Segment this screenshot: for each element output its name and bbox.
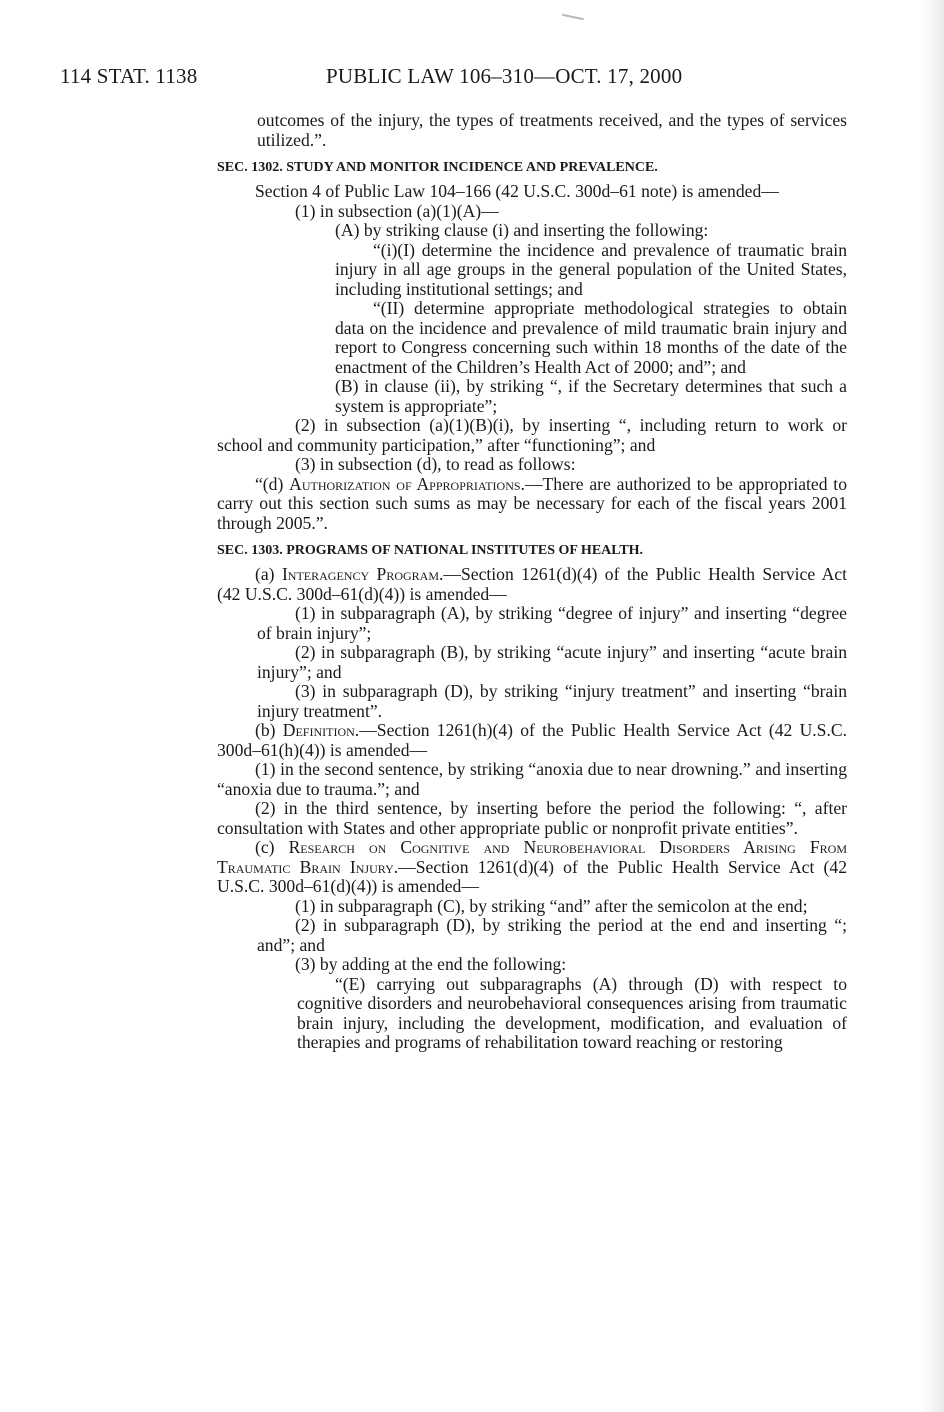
paragraph: (1) in subsection (a)(1)(A)— — [295, 200, 499, 221]
paragraph: “(E) carrying out subparagraphs (A) through (D) with respect to cognitive disorders and neurobehavioral consequences arising from traumatic brain injury, including the development, modification, and evaluation of therapies and programs of rehabilitation toward reaching or restoring — [297, 973, 847, 1052]
statute-page-reference: 114 STAT. 1138 — [60, 64, 198, 88]
paragraph: Section 4 of Public Law 104–166 (42 U.S.C. 300d–61 note) is amended— — [255, 181, 779, 201]
subsection-caption: Research on Cognitive and Neurobehavioral Disorders Arising From Traumatic Brain Injury — [217, 837, 847, 877]
paragraph: (1) in the second sentence, by striking “anoxia due to near drowning.” and inserting “anoxia due to trauma.”; and — [217, 759, 847, 799]
subsection-caption: Interagency Program — [281, 564, 439, 584]
text-run: .—Section 1261(d)(4) of the Public Health Service Act (42 U.S.C. 300d–61(d)(4)) is amended— — [217, 856, 847, 896]
text-run: .—There are authorized to be appropriated to carry out this section such sums as may be necessary for each of the fiscal years 2001 through 2005.”. — [217, 473, 847, 533]
document-body — [217, 111, 847, 1053]
scan-mark — [562, 14, 584, 21]
section-heading-1302: SEC. 1302. STUDY AND MONITOR INCIDENCE AND PREVALENCE. — [217, 160, 658, 175]
paragraph: (1) in subparagraph (C), by striking “and” after the semicolon at the end; — [295, 895, 808, 916]
paragraph: “(i)(I) determine the incidence and prevalence of traumatic brain injury in all age groups in the general population of the United States, including institutional settings; and — [335, 239, 847, 299]
paragraph: outcomes of the injury, the types of treatments received, and the types of services utilized.”. — [257, 110, 847, 150]
section-heading-1303: SEC. 1303. PROGRAMS OF NATIONAL INSTITUTES OF HEALTH. — [217, 543, 644, 558]
text-run: “(d) — [255, 473, 290, 494]
paragraph: (2) in subsection (a)(1)(B)(i), by inserting “, including return to work or school and community participation,” after “functioning”; and — [217, 415, 847, 455]
paragraph: (A) by striking clause (i) and inserting the following: — [335, 220, 709, 240]
paragraph — [217, 565, 847, 604]
paragraph: (B) in clause (ii), by striking “, if the Secretary determines that such a system is appropriate”; — [335, 376, 847, 416]
text-run: (a) — [255, 564, 282, 584]
running-header — [60, 64, 860, 90]
paragraph: (3) in subparagraph (D), by striking “injury treatment” and inserting “brain injury treatment”. — [257, 681, 847, 721]
text-run: .—Section 1261(h)(4) of the Public Health Service Act (42 U.S.C. 300d–61(h)(4)) is amended— — [217, 720, 848, 760]
paragraph: (3) in subsection (d), to read as follows: — [295, 454, 576, 474]
paragraph — [217, 838, 847, 897]
paragraph: “(II) determine appropriate methodological strategies to obtain data on the incidence and prevalence of mild traumatic brain injury and report to Congress concerning such within 18 months of the date of the enactment of the Children’s Health Act of 2000; and”; and — [335, 298, 847, 377]
paragraph: (3) by adding at the end the following: — [295, 954, 567, 974]
paragraph: (2) in the third sentence, by inserting before the period the following: “, after consultation with States and other appropriate public or nonprofit private entities”. — [217, 798, 847, 838]
subsection-caption: Definition — [282, 720, 355, 740]
paragraph — [217, 475, 847, 534]
paragraph: (1) in subparagraph (A), by striking “degree of injury” and inserting “degree of brain injury”; — [257, 603, 847, 643]
paragraph — [217, 721, 847, 760]
public-law-title: PUBLIC LAW 106–310—OCT. 17, 2000 — [326, 64, 683, 88]
subsection-caption: Authorization of Appropriations — [289, 473, 521, 494]
paragraph: (2) in subparagraph (D), by striking the period at the end and inserting “; and”; and — [257, 915, 847, 955]
text-run: (b) — [255, 720, 283, 740]
paragraph: (2) in subparagraph (B), by striking “acute injury” and inserting “acute brain injury”; and — [257, 642, 847, 682]
text-run: .—Section 1261(d)(4) of the Public Health Service Act (42 U.S.C. 300d–61(d)(4)) is amended— — [217, 564, 848, 604]
text-run: (c) — [255, 837, 289, 857]
page-edge-shadow — [922, 0, 944, 1412]
